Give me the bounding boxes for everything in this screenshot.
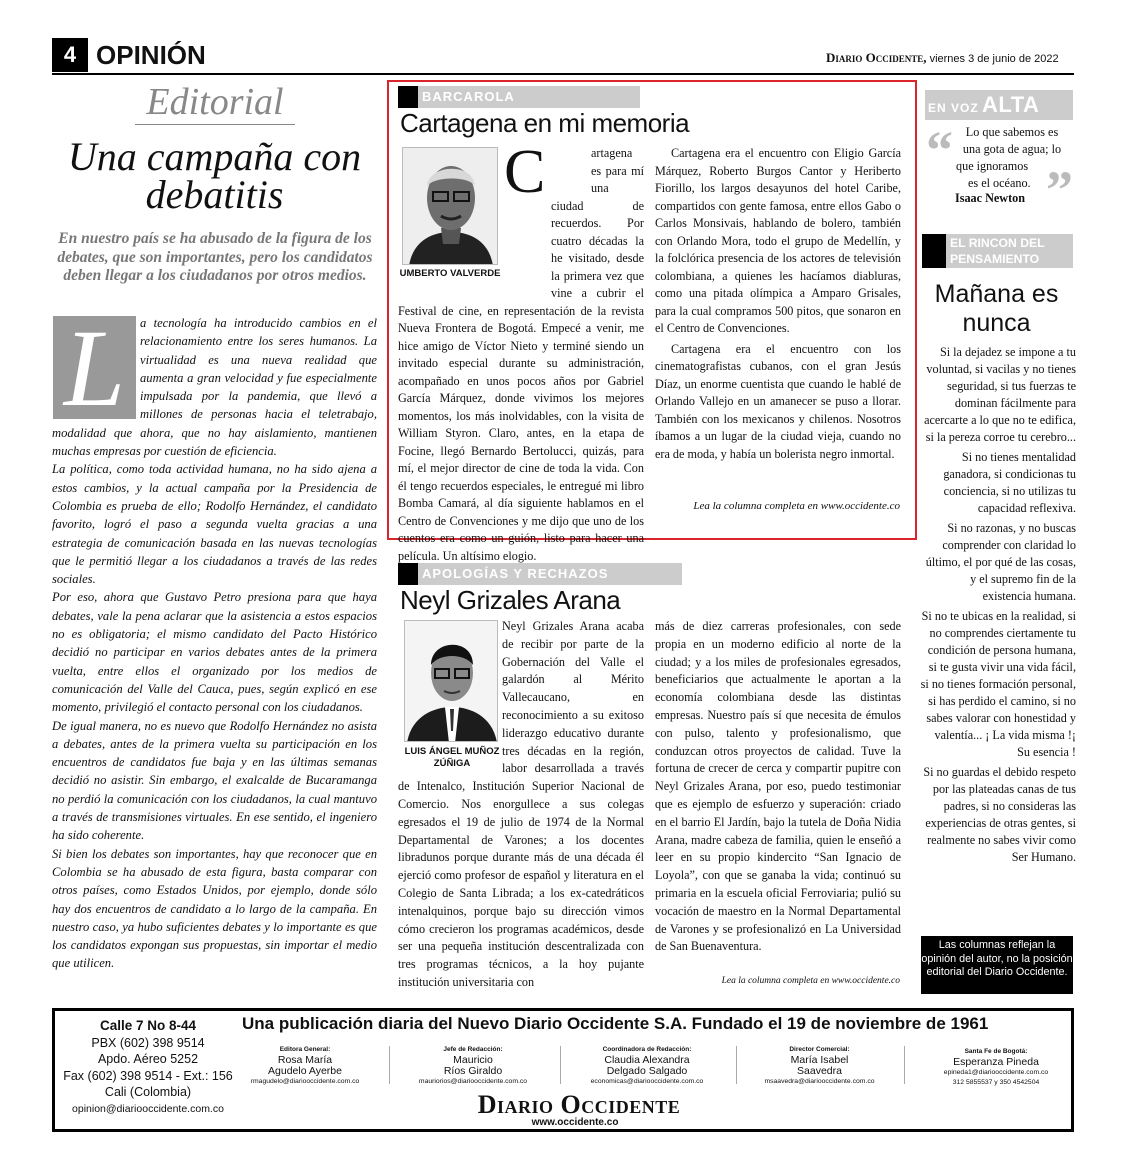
staff-email-link[interactable]: msaavedra@diariooccidente.com.co bbox=[764, 1078, 875, 1085]
alta-label: ALTA bbox=[982, 92, 1040, 117]
barcarola-read-more-link[interactable]: Lea la columna completa en www.occidente.co bbox=[693, 500, 900, 512]
staff-name: Saavedra bbox=[797, 1065, 842, 1077]
footer-web-link[interactable]: www.occidente.co bbox=[531, 1117, 619, 1128]
barcarola-kicker: BARCAROLA bbox=[398, 86, 640, 108]
barcarola-author: UMBERTO VALVERDE bbox=[399, 268, 501, 279]
staff-email-link[interactable]: mauriorios@diariooccidente.com.co bbox=[418, 1078, 528, 1085]
quote-line: que ignoramos bbox=[956, 159, 1029, 173]
staff-name: Claudia Alexandra bbox=[604, 1054, 690, 1066]
quote-line: una gota de agua; lo bbox=[962, 142, 1062, 156]
staff-name: María Isabel bbox=[790, 1054, 849, 1066]
footer-street: Calle 7 No 8-44 bbox=[99, 1018, 197, 1033]
staff-email-link[interactable]: rmagudelo@diariooccidente.com.co bbox=[250, 1078, 360, 1085]
editorial-label: Editorial bbox=[146, 81, 284, 123]
footer-city: Cali (Colombia) bbox=[104, 1085, 192, 1099]
open-quote-icon: “ bbox=[926, 120, 953, 180]
page-number: 4 bbox=[52, 38, 88, 72]
staff-coordinadora bbox=[572, 1045, 722, 1087]
quote-line: es el océano. bbox=[968, 176, 1031, 190]
apologias-column-1 bbox=[398, 618, 644, 992]
staff-title: Director Comercial: bbox=[789, 1046, 850, 1053]
section-title: OPINIÓN bbox=[96, 40, 206, 70]
barcarola-paragraph: Cartagena era el encuentro con Eligio García Márquez, Roberto Burgos Cantor y Heriberto Fiorillo, los largos desayunos del hotel Caribe, compartidos con gente famosa, entre ellos Gabo o Carlos Monsivais, hablando de bolero, también con Orlando Mora, todo el grupo de Medellín, y la folclórica presencia de los actores de televisión colombiana, a quienes les hacíamos diabluras, como una pitada olímpica a Amparo Grisales, para la cual compramos 500 pitos, que sonaron en el Centro de Convenciones. bbox=[655, 146, 901, 335]
footer-divider bbox=[389, 1046, 390, 1084]
editorial-lead: En nuestro país se ha abusado de la figura de los debates, que son importantes, pero los candidatos deben llegar a los ciudadanos por otros medios. bbox=[57, 230, 373, 284]
staff-phone: 312 5855537 y 350 4542504 bbox=[952, 1079, 1040, 1086]
apologias-kicker: APOLOGÍAS Y RECHAZOS bbox=[398, 563, 682, 585]
apologias-author: LUIS ÁNGEL MUÑOZ ZÚÑIGA bbox=[404, 746, 500, 769]
header-rule bbox=[52, 73, 1074, 75]
editorial-body bbox=[52, 314, 377, 973]
disclaimer-box: Las columnas reflejan la opinión del autor, no la posición editorial del Diario Occidente. bbox=[921, 936, 1073, 994]
quote-text bbox=[950, 124, 1074, 192]
footer-email-link[interactable]: opinion@diariooccidente.com.co bbox=[72, 1102, 224, 1115]
quote-line: Lo que sabemos es bbox=[965, 125, 1059, 139]
quote-author: Isaac Newton bbox=[954, 191, 1026, 205]
en-voz-label: EN VOZ bbox=[928, 101, 979, 115]
staff-editora bbox=[240, 1045, 370, 1087]
editorial-paragraph: Si bien los debates son importantes, hay que reconocer que en Colombia se ha abusado de esta figura, basta comparar con otros países, como Estados Unidos, por ejemplo, donde sólo hay dos encuentros de candidato a lo largo de la campaña. En nuestro caso, ya hubo suficientes debates y lo importante es que los candidatos expongan sus propuestas, sin importar el medio que utilicen. bbox=[52, 846, 377, 971]
rincon-paragraph: Si no guardas el debido respeto por las plateadas canas de tus padres, si no consideras las experiencias de otras gentes, si realmente no sabes vivir como Ser Humano. bbox=[923, 765, 1076, 864]
editorial-paragraph: a tecnología ha introducido cambios en el relacionamiento entre los seres humanos. La virtualidad es una nueva realidad que aumenta a gran velocidad y fue especialmente impulsada por la pandemia, que llevó a millones de personas hacia el teletrabajo, modalidad que ahora, que no hay aislamiento, mantienen muchas empresas por cuestión de eficiencia. bbox=[52, 316, 377, 459]
footer-divider bbox=[560, 1046, 561, 1084]
apologias-column-2: más de diez carreras profesionales, con sede propia en un moderno edificio al norte de la ciudad; y a los miles de profesionales egresados, beneficiarios que actualmente le aportan a la economía colombiana desde las distintas empresas. Nuestro país sí que necesita de émulos con pulso, talento y profesionalismo, que conduzcan otros proyectos de calidad. Tuve la fortuna de crecer de cerca y compartir pupitre con Neyl Grizales Arana, por eso, puedo testimoniar que es ejemplo de esfuerzo y superación: criado en el barrio El Jardín, bajo la tutela de Doña Nidia Arana, madre cabeza de familia, quien le enseñó a leer en su propio kindercito “San Ignacio de Loyola”, con que se ganaba la vida; continuó su primaria en la escuela oficial Ferroviaria; pulió su vocación de maestro en la Normal Departamental de Varones y se profesionalizó en La Universidad de San Buenaventura. bbox=[655, 619, 901, 954]
close-quote-icon: ” bbox=[1046, 160, 1073, 220]
kicker-square bbox=[922, 234, 946, 268]
staff-name: Ríos Giraldo bbox=[443, 1065, 503, 1077]
masthead-line bbox=[826, 50, 1059, 66]
barcarola-dropcap: C bbox=[504, 138, 546, 206]
rincon-paragraph: Si la dejadez se impone a tu voluntad, si vacilas y no tienes seguridad, si tus fuerzas te dominan fácilmente para acercarte a lo que no te edifica, si la pereza corroe tu cerebro... bbox=[924, 345, 1076, 444]
footer-apdo: Apdo. Aéreo 5252 bbox=[97, 1052, 199, 1066]
staff-jefe-redaccion bbox=[408, 1045, 538, 1087]
staff-title: Jefe de Redacción: bbox=[443, 1046, 503, 1053]
apologias-text: Neyl Grizales Arana acaba de recibir por parte de la Gobernación del Valle el galardón al Mérito Vallecaucano, en reconocimiento a su exitoso liderazgo educativo durante tres décadas en la región, labor desarrollada a través de Intenalco, Institución Superior Nacional de Comercio. Nos enorgullece a sus colegas egresados el 19 de julio de 1974 de la Normal Departamental de Varones; a los docentes libradunos porque durante más de una década él ejerció como profesor de español y literatura en el Colegio de Santa Librada; a los ex-catedráticos intenalquinos, porque bajo su dirección vimos cómo crecieron los programas académicos, desde ser una pequeña institución descentralizada con tres programas técnicos, a la hoy pujante institución universitaria con bbox=[398, 619, 644, 989]
staff-title: Editora General: bbox=[279, 1046, 331, 1053]
footer-divider bbox=[736, 1046, 737, 1084]
rincon-paragraph: Si no tienes mentalidad ganadora, si condicionas tu conciencia, si no utilizas tu capacidad reflexiva. bbox=[943, 450, 1076, 515]
staff-name: Agudelo Ayerbe bbox=[268, 1065, 342, 1077]
editorial-title: Una campaña con debatitis bbox=[67, 134, 362, 217]
staff-email-link[interactable]: epineda1@diariooccidente.com.co bbox=[943, 1069, 1049, 1076]
editorial-paragraph: La política, como toda actividad humana, no ha sido ajena a estos cambios, y la actual campaña por la Presidencia de Colombia es prueba de ello; Rodolfo Hernández, el candidato favorito, logró el paso a segunda vuelta gracias a una estrategia de comunicación basada en las nuevas tecnologías que le permitió llegar a los ciudadanos a través de las redes sociales. bbox=[52, 462, 377, 587]
rincon-paragraph: Si no te ubicas en la realidad, si no comprendes ciertamente tu condición de persona humana, si te gusta vivir una vida fácil, si no tienes formación personal, si has perdido el camino, si no sabes valorar con honestidad y valentía... ¡ La vida misma !¡ Su esencia ! bbox=[920, 609, 1076, 759]
apologias-read-more-link[interactable]: Lea la columna completa en www.occidente.co bbox=[721, 976, 900, 986]
editorial-dropcap: L bbox=[53, 316, 136, 419]
staff-name: Rosa María bbox=[277, 1054, 333, 1066]
rincon-paragraph: Si no razonas, y no buscas comprender con claridad lo último, el por qué de las cosas, y el supremo fin de la existencia humana. bbox=[925, 521, 1076, 603]
footer-brand-logo: Diario Occidente bbox=[477, 1090, 681, 1119]
staff-email-link[interactable]: economicas@diariooccidente.com.co bbox=[590, 1078, 704, 1085]
staff-name: Delgado Salgado bbox=[606, 1065, 688, 1077]
footer-fax: Fax (602) 398 9514 - Ext.: 156 bbox=[63, 1068, 233, 1083]
barcarola-text: artagena es para mí una ciudad de recuerdos. Por cuatro décadas la he visitado, desde la primera vez que vine a cubrir el Festival de cine, en representación de la revista Nueva Frontera de Bogotá. Empecé a venir, me hice amigo de Víctor Nieto y terminé siendo un invitado especial durante su administración, acompañado en unos pocos años por Gabriel García Márquez, donde vivimos los mejores momentos, los más inolvidables, con la visita de William Styron. Claro, antes, en la etapa de Focine, llegó Bernardo Bertolucci, quizás, para mí, el mejor director de cine de toda la vida. Con él tengo recuerdos especiales, le entregué mi libro Bomba Camará, al día siguiente hablamos en el Centro de Convenciones y me dijo que uno de los cuentos era como un guión, listo para hacer una película. Un altísimo elogio. bbox=[398, 146, 644, 563]
rincon-kicker: EL RINCON DEL PENSAMIENTO bbox=[950, 236, 1045, 266]
footer-address bbox=[58, 1018, 238, 1117]
paper-name: Diario Occidente, bbox=[826, 50, 927, 65]
kicker-square bbox=[398, 563, 418, 585]
kicker-square bbox=[398, 86, 418, 108]
barcarola-column-2 bbox=[655, 145, 901, 463]
issue-date: viernes 3 de junio de 2022 bbox=[929, 53, 1059, 65]
staff-name: Esperanza Pineda bbox=[953, 1056, 1039, 1068]
footer-pbx: PBX (602) 398 9514 bbox=[91, 1035, 205, 1050]
barcarola-column-1 bbox=[398, 145, 644, 565]
barcarola-title: Cartagena en mi memoria bbox=[400, 108, 690, 138]
staff-bogota bbox=[934, 1047, 1058, 1088]
rincon-title: Mañana es nunca bbox=[934, 280, 1059, 337]
rincon-body bbox=[920, 344, 1076, 869]
apologias-title: Neyl Grizales Arana bbox=[400, 585, 621, 615]
staff-title: Santa Fe de Bogotá: bbox=[964, 1048, 1028, 1055]
editorial-paragraph: Por eso, ahora que Gustavo Petro presiona para que haya debates, vale la pena aclarar que la asistencia a estos espacios no es obligatoria; el mismo candidato del Pacto Histórico decidió no participar en varios debates antes de la primera vuelta, entre ellos el organizado por los medios de comunicación del Valle del Cauca, pues, según explicó en ese momento, privilegió el contacto personal con los ciudadanos. bbox=[52, 590, 377, 715]
staff-director-comercial bbox=[752, 1045, 887, 1087]
en-voz-alta-label bbox=[928, 90, 1039, 123]
barcarola-paragraph: Cartagena era el encuentro con los cinematografistas cubanos, con el gran Jesús Díaz, un enorme cuentista que cuando le hablé de Orlando Vallejo en un amanecer se puso a llorar. También con los mexicanos y chilenos. Nosotros íbamos a un lugar de la ciudad vieja, cuando no era de moda, y había un bolerista negro inmortal. bbox=[655, 341, 901, 461]
staff-title: Coordinadora de Redacción: bbox=[602, 1046, 692, 1053]
footer-tagline: Una publicación diaria del Nuevo Diario Occidente S.A. Fundado el 19 de noviembre de 1961 bbox=[242, 1014, 989, 1033]
staff-name: Mauricio bbox=[453, 1054, 493, 1066]
editorial-paragraph: De igual manera, no es nuevo que Rodolfo Hernández no asista a debates, antes de la primera vuelta su participación en los encuentros de candidatos fue baja y en las últimas semanas decidió no asistir. Sin embargo, el exalcalde de Bucaramanga no perdió la comunicación con los ciudadanos, la cual mantuvo a través de transmisiones virtuales. En ese sentido, el ingeniero ha sido coherente. bbox=[52, 718, 377, 843]
editorial-label-rule bbox=[135, 124, 295, 125]
footer-divider bbox=[904, 1046, 905, 1084]
